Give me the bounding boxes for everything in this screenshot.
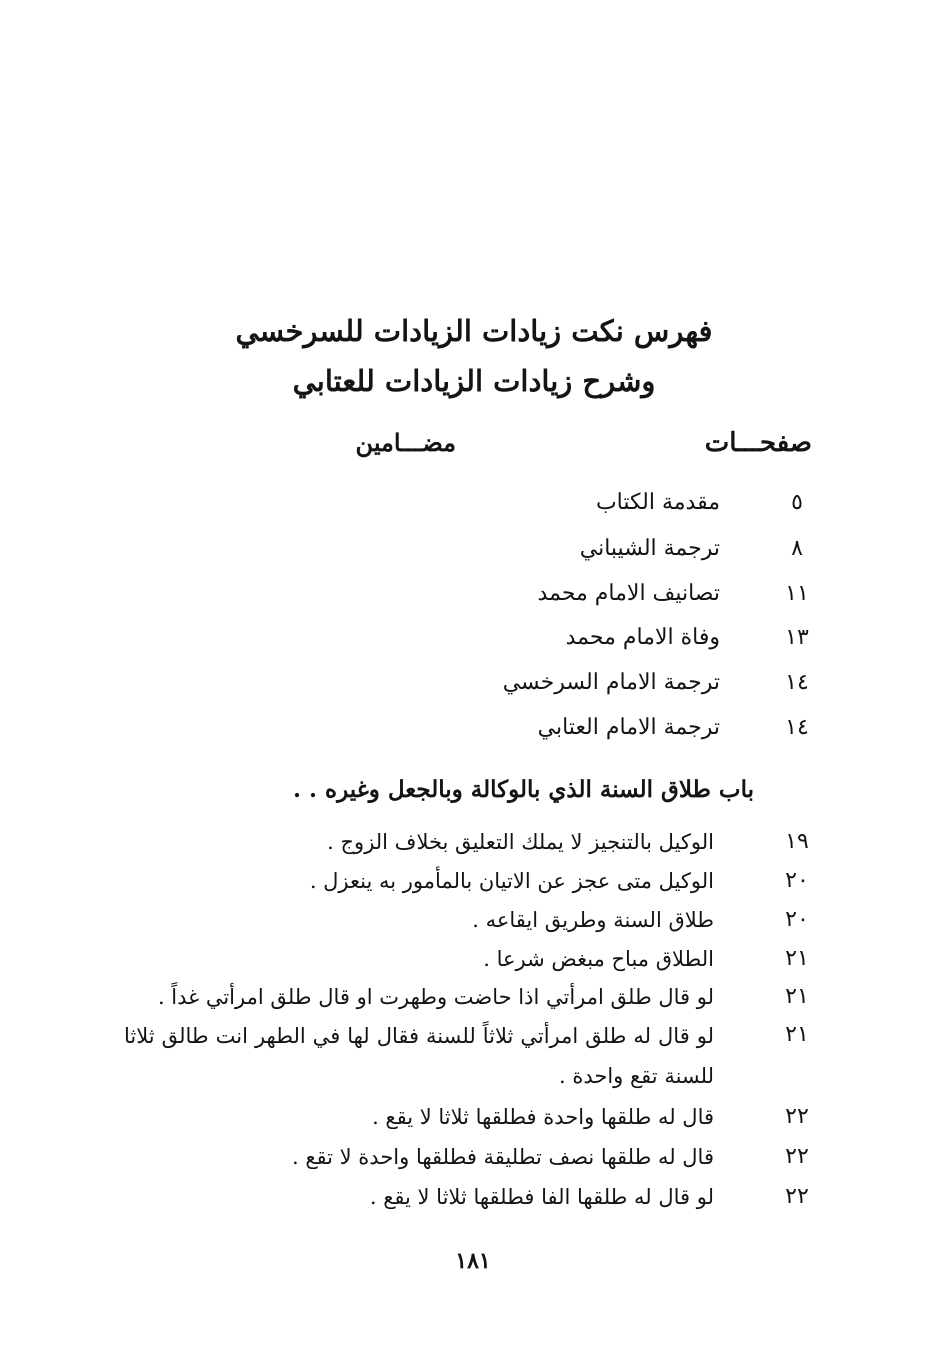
toc-entry-text: تصانيف الامام محمد [537,581,720,606]
toc-entry-text: لو قال له طلق امرأتي ثلاثاً للسنة فقال لها في الطهر انت طالق ثلاثا للسنة تقع واحدة . [124,1024,714,1088]
toc-entry [0,484,938,522]
title-line-2: وشرح زيادات الزيادات للعتابي [292,364,656,398]
toc-page-number: ٢٢ [785,1104,809,1129]
toc-entry-text: ترجمة الامام العتابي [537,715,720,740]
toc-entry [0,823,938,861]
section-heading: باب طلاق السنة الذي بالوكالة وبالجعل وغيره . . [293,776,754,803]
toc-page-number: ٢١ [785,1022,809,1047]
toc-entry-text: قال له طلقها نصف تطليقة فطلقها واحدة لا تقع . [291,1145,714,1169]
toc-page-number: ٢١ [785,984,809,1009]
column-headers [0,428,938,468]
toc-page-number: ١١ [785,581,809,606]
toc-entry [0,1016,938,1096]
toc-entry-text: لو قال له طلقها الفا فطلقها ثلاثا لا يقع . [369,1185,714,1209]
toc-entry-text: الطلاق مباح مبغض شرعا . [483,947,714,971]
toc-entry-text: الوكيل بالتنجيز لا يملك التعليق بخلاف الزوج . [327,830,714,854]
toc-page-number: ٢٠ [785,907,809,932]
toc-entry-text: ترجمة الامام السرخسي [502,670,720,695]
title-line-1: فهرس نكت زيادات الزيادات للسرخسي [235,314,713,348]
toc-entry [0,862,938,900]
toc-page-number: ١٤ [785,715,809,740]
toc-entry [0,1178,938,1216]
toc-entry [0,709,938,747]
toc-page-number: ٥ [791,490,803,515]
toc-entry [0,575,938,613]
toc-entry [0,664,938,702]
toc-entry-text: طلاق السنة وطريق ايقاعه . [472,908,714,932]
toc-page-number: ٢٢ [785,1144,809,1169]
pages-column-header: صفحـــات [704,428,812,458]
toc-page-number: ٢١ [785,946,809,971]
toc-entry-text: ترجمة الشيباني [579,536,720,561]
toc-entry-text: قال له طلقها واحدة فطلقها ثلاثا لا يقع . [372,1105,714,1129]
toc-entry [0,1138,938,1176]
toc-entry-text: لو قال طلق امرأتي اذا حاضت وطهرت او قال طلق امرأتي غداً . [157,985,714,1009]
title-block [0,306,938,406]
contents-column-header: مضـــامين [355,428,456,457]
toc-page-number: ٢٠ [785,868,809,893]
toc-page-number: ٨ [791,536,803,561]
toc-entry [0,940,938,978]
toc-entry [0,619,938,657]
toc-page-number: ١٩ [785,829,809,854]
toc-entry-text: مقدمة الكتاب [595,490,720,515]
toc-page-number: ١٤ [785,670,809,695]
toc-entry [0,901,938,939]
toc-entry [0,1098,938,1136]
toc-page-number: ٢٢ [785,1184,809,1209]
toc-page-number: ١٣ [785,625,809,650]
toc-entry [0,530,938,568]
toc-entry-text: الوكيل متى عجز عن الاتيان بالمأمور به ينعزل . [309,869,714,893]
toc-entry-text: وفاة الامام محمد [565,625,720,650]
toc-entry [0,978,938,1016]
page-number: ١٨١ [455,1248,491,1274]
